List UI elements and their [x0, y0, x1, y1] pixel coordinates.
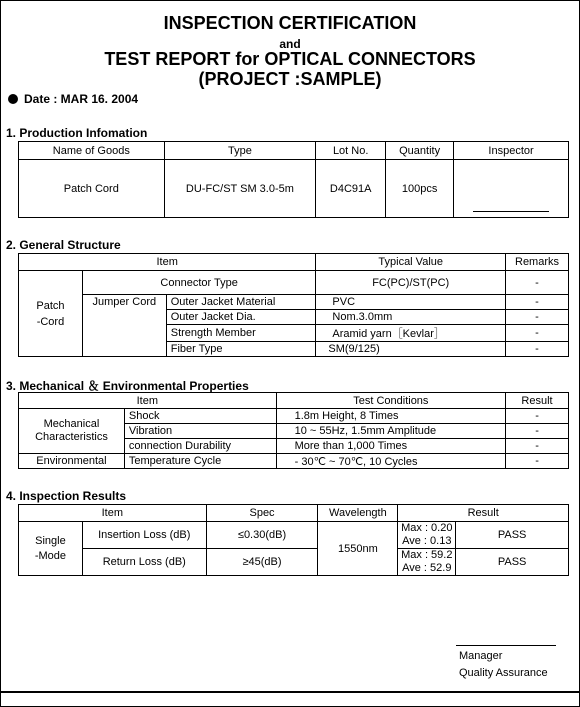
- max-value: Max : 0.20: [401, 522, 453, 534]
- connector-type-label: Connector Type: [82, 271, 316, 295]
- result-cell: -: [506, 439, 569, 454]
- value-cell: Aramid yarn［Kevlar］: [316, 325, 506, 342]
- ave-value: Ave : 52.9: [402, 562, 452, 574]
- inspector-signature-cell: [454, 160, 569, 218]
- header-cell: Remarks: [506, 254, 569, 271]
- result-cell: PASS: [456, 549, 569, 576]
- condition-cell: 10 ~ 55Hz, 1.5mm Amplitude: [276, 424, 505, 439]
- item-cell: Shock: [124, 409, 276, 424]
- condition-cell: More than 1,000 Times: [276, 439, 505, 454]
- single-mode-group: Single -Mode: [19, 522, 83, 576]
- title-line-3: TEST REPORT for OPTICAL CONNECTORS: [104, 49, 476, 69]
- item-cell: Outer Jacket Dia.: [166, 310, 316, 325]
- connector-type-value: FC(PC)/ST(PC): [316, 271, 506, 295]
- value-cell: PVC: [316, 295, 506, 310]
- spec-cell: ≤0.30(dB): [206, 522, 318, 549]
- item-cell: Fiber Type: [166, 342, 316, 357]
- item-cell: Temperature Cycle: [124, 454, 276, 469]
- type: DU-FC/ST SM 3.0-5m: [164, 160, 316, 218]
- report-date: [8, 92, 138, 106]
- header-cell: Inspector: [454, 142, 569, 160]
- name-of-goods: Patch Cord: [19, 160, 165, 218]
- remark: -: [506, 295, 569, 310]
- remark: -: [506, 310, 569, 325]
- footer-manager: Manager: [459, 650, 503, 662]
- value-cell: SM(9/125): [316, 342, 506, 357]
- title-line-4: (PROJECT :SAMPLE): [198, 69, 382, 89]
- patch-cord-group: Patch -Cord: [19, 271, 83, 357]
- header-cell: Test Conditions: [276, 393, 505, 409]
- condition-cell: 1.8m Height, 8 Times: [276, 409, 505, 424]
- header-cell: Item: [19, 505, 207, 522]
- result-cell: -: [506, 409, 569, 424]
- section-4-heading: 4. Inspection Results: [6, 489, 127, 503]
- header-cell: Spec: [206, 505, 318, 522]
- jumper-cord-label: Jumper Cord: [82, 295, 166, 357]
- wavelength-cell: 1550nm: [318, 522, 398, 576]
- remark: -: [506, 342, 569, 357]
- production-info-table: [18, 141, 569, 218]
- item-cell: Insertion Loss (dB): [82, 522, 206, 549]
- item-cell: Outer Jacket Material: [166, 295, 316, 310]
- header-cell: Item: [19, 393, 277, 409]
- result-cell: -: [506, 454, 569, 469]
- lot-no: D4C91A: [316, 160, 386, 218]
- item-cell: Vibration: [124, 424, 276, 439]
- result-cell: PASS: [456, 522, 569, 549]
- section-1-heading: 1. Production Infomation: [6, 126, 148, 140]
- environmental-group: Environmental: [19, 454, 125, 469]
- header-cell: Result: [506, 393, 569, 409]
- title-line-1: INSPECTION CERTIFICATION: [163, 13, 417, 33]
- table-row: [19, 454, 569, 469]
- header-cell: Lot No.: [316, 142, 386, 160]
- general-structure-table: [18, 253, 569, 357]
- item-cell: connection Durability: [124, 439, 276, 454]
- table-header-row: [19, 254, 569, 271]
- condition-cell: - 30℃ ~ 70℃, 10 Cycles: [276, 454, 505, 469]
- title-line-2: and: [279, 37, 301, 51]
- measurement-cell: [398, 549, 456, 576]
- measurement-cell: [398, 522, 456, 549]
- header-cell: Type: [164, 142, 316, 160]
- bullet-icon: [8, 94, 18, 104]
- header-cell: Item: [19, 254, 316, 271]
- header-cell: Quantity: [386, 142, 454, 160]
- max-value: Max : 59.2: [401, 549, 453, 561]
- item-cell: Strength Member: [166, 325, 316, 342]
- value-cell: Nom.3.0mm: [316, 310, 506, 325]
- quantity: 100pcs: [386, 160, 454, 218]
- table-header-row: [19, 393, 569, 409]
- header-cell: Name of Goods: [19, 142, 165, 160]
- header-cell: Wavelength: [318, 505, 398, 522]
- signature-line: [473, 211, 549, 212]
- mechanical-group: Mechanical Characteristics: [19, 409, 125, 454]
- remark: -: [506, 271, 569, 295]
- table-row: [19, 409, 569, 424]
- signature-line: [456, 645, 556, 646]
- section-3-heading: 3. Mechanical ＆ Environmental Properties: [6, 379, 249, 393]
- table-row: [19, 271, 569, 295]
- spec-cell: ≥45(dB): [206, 549, 318, 576]
- properties-table: [18, 392, 569, 469]
- table-header-row: [19, 142, 569, 160]
- table-header-row: [19, 505, 569, 522]
- table-row: [19, 522, 569, 549]
- remark: -: [506, 325, 569, 342]
- header-cell: Typical Value: [316, 254, 506, 271]
- table-row: [19, 295, 569, 310]
- header-cell: Result: [398, 505, 569, 522]
- item-cell: Return Loss (dB): [82, 549, 206, 576]
- inspection-results-table: [18, 504, 569, 576]
- date-text: Date : MAR 16. 2004: [24, 92, 139, 106]
- table-row: [19, 549, 569, 576]
- section-2-heading: 2. General Structure: [6, 238, 121, 252]
- table-row: [19, 160, 569, 218]
- result-cell: -: [506, 424, 569, 439]
- bottom-rule: [0, 691, 580, 693]
- footer-quality-assurance: Quality Assurance: [459, 667, 548, 679]
- ave-value: Ave : 0.13: [402, 535, 452, 547]
